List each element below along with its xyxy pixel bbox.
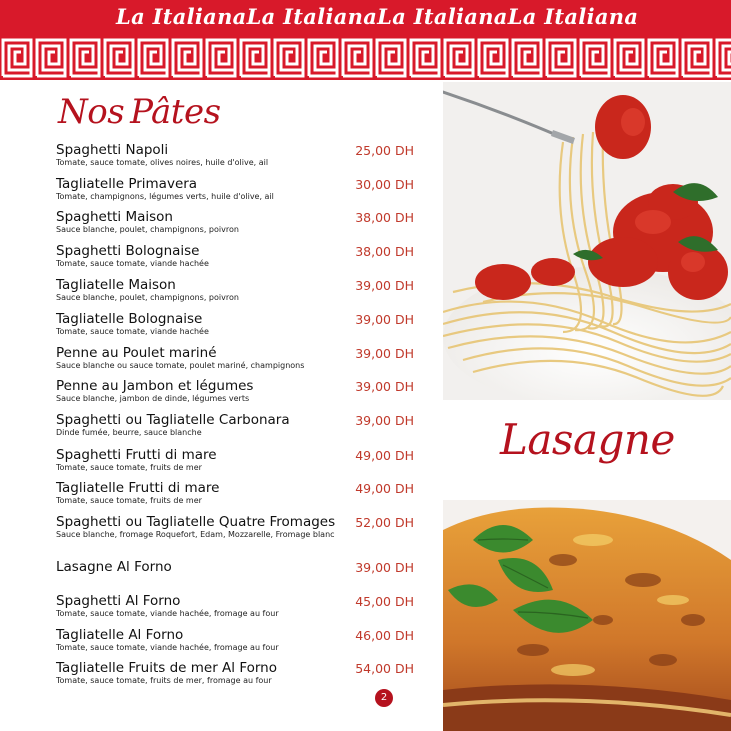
item-description: Tomate, sauce tomate, viande hachée xyxy=(56,259,209,268)
item-name: Lasagne Al Forno xyxy=(56,559,172,575)
page-number-badge: 2 xyxy=(375,689,393,707)
item-name: Tagliatelle Maison xyxy=(56,277,176,293)
item-description: Sauce blanche ou sauce tomate, poulet mariné, champignons xyxy=(56,361,305,370)
pasta-section-title xyxy=(58,92,227,132)
brand-name: La Italiana xyxy=(507,4,639,29)
menu-item xyxy=(56,278,414,303)
item-name: Spaghetti ou Tagliatelle Quatre Fromages xyxy=(56,514,336,530)
item-price: 30,00 DH xyxy=(355,177,414,192)
menu-item xyxy=(56,379,414,404)
menu-item xyxy=(56,143,414,168)
brand-row xyxy=(0,4,731,29)
item-price: 54,00 DH xyxy=(355,661,414,676)
item-name: Tagliatelle Al Forno xyxy=(56,627,184,643)
menu-item xyxy=(56,177,414,202)
lasagne-section-title: Lasagne xyxy=(500,415,675,464)
item-name: Spaghetti Frutti di mare xyxy=(56,447,217,463)
greek-key-border-icon xyxy=(0,36,731,80)
title-word: Nos xyxy=(58,92,125,132)
item-price: 38,00 DH xyxy=(355,244,414,259)
menu-item xyxy=(56,413,414,438)
item-description: Tomate, sauce tomate, olives noires, huile d'olive, ail xyxy=(56,158,269,167)
item-price: 25,00 DH xyxy=(355,143,414,158)
item-description: Tomate, champignons, légumes verts, huile d'olive, ail xyxy=(56,192,274,201)
spaghetti-fork-icon xyxy=(443,82,731,400)
brand-name: La Italiana xyxy=(116,4,247,29)
item-price: 46,00 DH xyxy=(355,628,414,643)
menu-item xyxy=(56,244,414,269)
lasagne-basil-icon xyxy=(443,500,731,731)
menu-item xyxy=(56,481,414,506)
brand-name: La Italiana xyxy=(377,4,508,29)
item-description: Tomate, sauce tomate, viande hachée, fromage au four xyxy=(56,609,279,618)
brand-name: La Italiana xyxy=(246,4,378,29)
item-name: Tagliatelle Primavera xyxy=(56,176,198,192)
menu-item xyxy=(56,346,414,371)
item-name: Spaghetti Bolognaise xyxy=(56,243,200,259)
item-description: Tomate, sauce tomate, fruits de mer xyxy=(56,463,202,472)
item-price: 39,00 DH xyxy=(355,278,414,293)
title-word: Pâtes xyxy=(130,92,221,132)
item-price: 49,00 DH xyxy=(355,481,414,496)
item-price: 39,00 DH xyxy=(355,379,414,394)
menu-item xyxy=(56,312,414,337)
menu-item xyxy=(56,515,414,540)
item-price: 52,00 DH xyxy=(355,515,414,530)
item-price: 39,00 DH xyxy=(355,413,414,428)
item-price: 39,00 DH xyxy=(355,312,414,327)
menu-item xyxy=(56,560,414,575)
item-description: Sauce blanche, poulet, champignons, poivron xyxy=(56,293,239,302)
item-name: Penne au Jambon et légumes xyxy=(56,378,254,394)
item-price: 45,00 DH xyxy=(355,594,414,609)
item-description: Sauce blanche, fromage Roquefort, Edam, Mozzarelle, Fromage blanc xyxy=(56,530,335,539)
item-price: 39,00 DH xyxy=(355,560,414,575)
menu-item xyxy=(56,448,414,473)
item-description: Tomate, sauce tomate, viande hachée, fromage au four xyxy=(56,643,279,652)
item-name: Spaghetti ou Tagliatelle Carbonara xyxy=(56,412,290,428)
header-banner xyxy=(0,0,731,80)
item-description: Sauce blanche, poulet, champignons, poivron xyxy=(56,225,239,234)
item-name: Spaghetti Maison xyxy=(56,209,173,225)
item-name: Tagliatelle Bolognaise xyxy=(56,311,203,327)
menu-item xyxy=(56,210,414,235)
item-price: 38,00 DH xyxy=(355,210,414,225)
item-name: Tagliatelle Frutti di mare xyxy=(56,480,220,496)
item-name: Penne au Poulet mariné xyxy=(56,345,217,361)
item-name: Spaghetti Al Forno xyxy=(56,593,181,609)
menu-item xyxy=(56,594,414,619)
item-description: Tomate, sauce tomate, fruits de mer xyxy=(56,496,202,505)
item-name: Tagliatelle Fruits de mer Al Forno xyxy=(56,660,277,676)
menu-item xyxy=(56,661,414,686)
item-description: Tomate, sauce tomate, viande hachée xyxy=(56,327,209,336)
item-price: 39,00 DH xyxy=(355,346,414,361)
item-name: Spaghetti Napoli xyxy=(56,142,169,158)
item-price: 49,00 DH xyxy=(355,448,414,463)
item-description: Dinde fumée, beurre, sauce blanche xyxy=(56,428,202,437)
item-description: Tomate, sauce tomate, fruits de mer, fromage au four xyxy=(56,676,272,685)
item-description: Sauce blanche, jambon de dinde, légumes verts xyxy=(56,394,250,403)
menu-item xyxy=(56,628,414,653)
